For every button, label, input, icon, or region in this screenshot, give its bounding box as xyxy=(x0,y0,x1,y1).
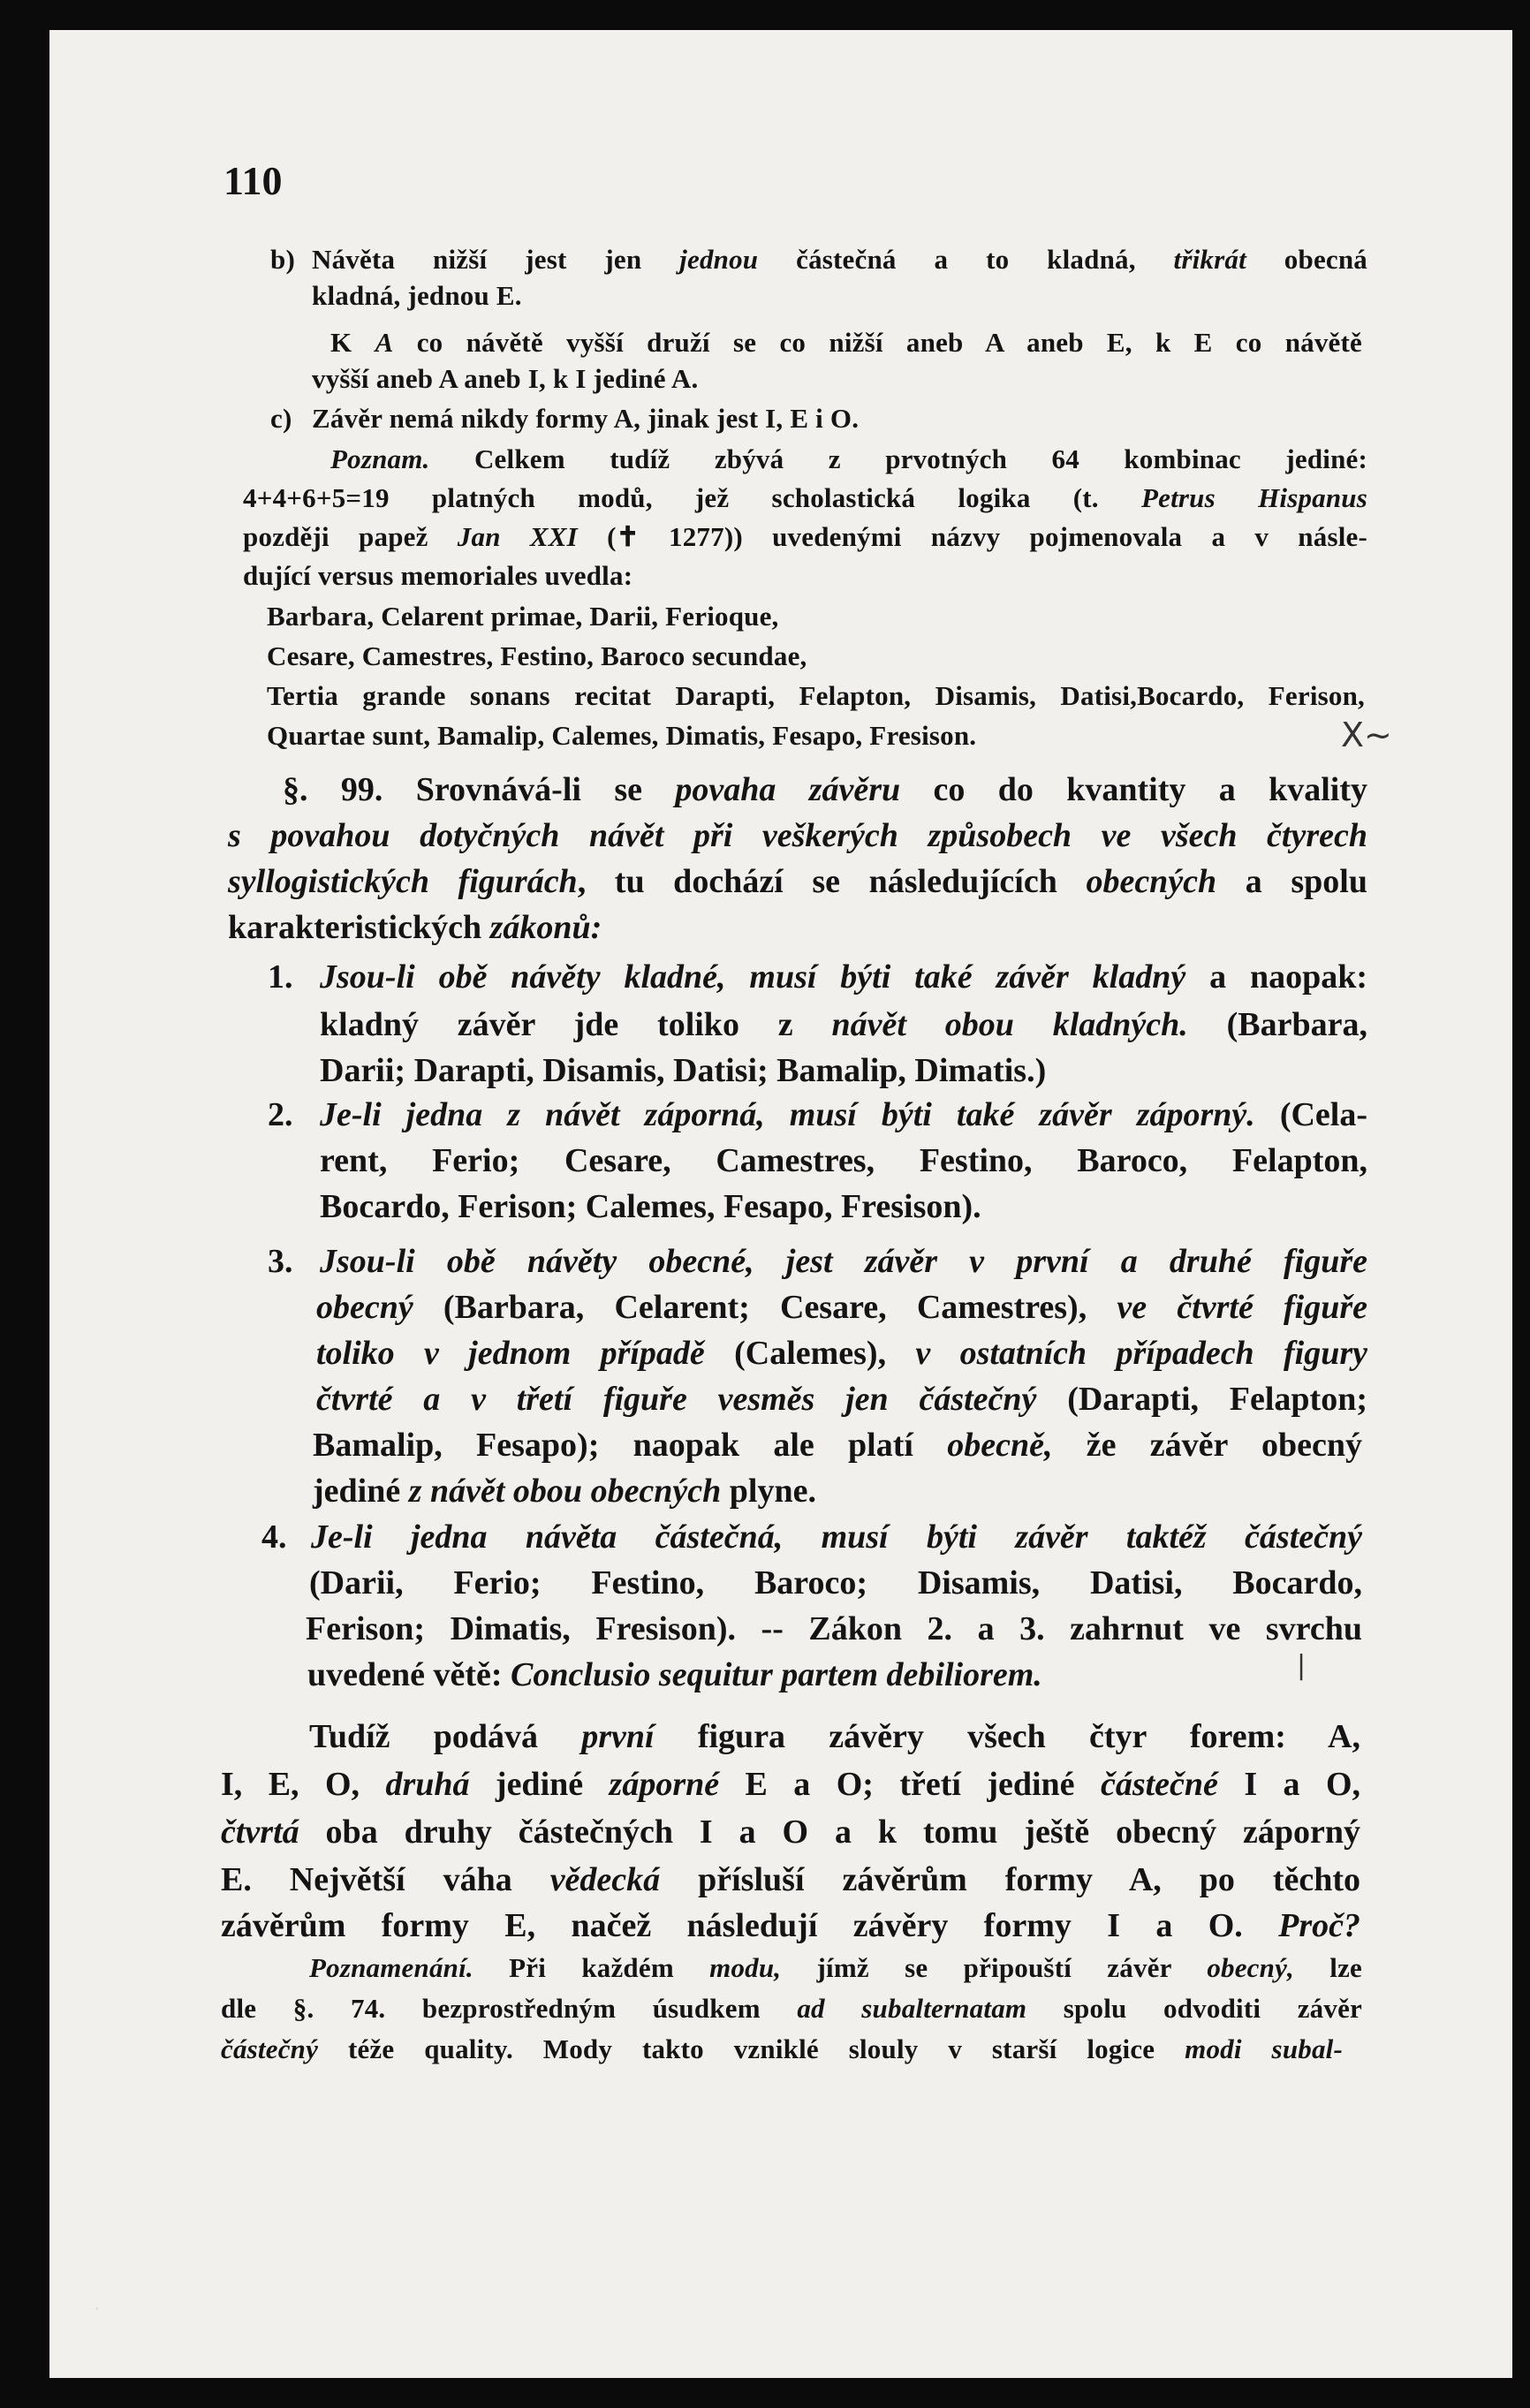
summary-line-5: závěrům formy E, načež následují závěry formy I a O. Proč? xyxy=(221,1907,1360,1944)
rule-number: 3. xyxy=(268,1243,293,1280)
rule-4-line-4: uvedené větě: Conclusio sequitur partem debiliorem. xyxy=(307,1656,1042,1693)
final-note-line-3: částečný téže quality. Mody takto vzniklé slouly v starší logice modi subal- xyxy=(221,2033,1344,2064)
section-99-line-1: §. 99. Srovnává-li se povaha závěru co do kvantity a kvality xyxy=(283,771,1368,808)
margin-pencil-mark: X~ xyxy=(1341,716,1392,754)
rule-3-line-1: Jsou-li obě návěty obecné, jest závěr v první a druhé figuře xyxy=(320,1243,1367,1280)
rule-4-line-2: (Darii, Ferio; Festino, Baroco; Disamis, Datisi, Bocardo, xyxy=(309,1564,1362,1602)
verse-line: Cesare, Camestres, Festino, Baroco secundae, xyxy=(267,640,807,671)
margin-pencil-tick: | xyxy=(1297,1650,1307,1681)
rule-3-line-6: jediné z návět obou obecných plyne. xyxy=(313,1473,816,1510)
summary-line-2: I, E, O, druhá jediné záporné E a O; třetí jediné částečné I a O, xyxy=(221,1766,1360,1803)
final-note-line-2: dle §. 74. bezprostředným úsudkem ad subalternatam spolu odvoditi závěr xyxy=(221,1993,1363,2024)
final-note-line-1: Poznamenání. Při každém modu, jímž se připouští závěr obecný, lze xyxy=(309,1952,1362,1983)
page-number: 110 xyxy=(223,158,283,203)
section-b-label: b) xyxy=(270,244,295,275)
rule-4-line-1: Je-li jedna návěta částečná, musí býti závěr taktéž částečný xyxy=(311,1518,1362,1556)
section-99-line-3: syllogistických figurách, tu dochází se následujících obecných a spolu xyxy=(228,863,1367,900)
rule-3-line-2: obecný (Barbara, Celarent; Cesare, Camestres), ve čtvrté figuře xyxy=(316,1289,1368,1326)
rule-number: 2. xyxy=(268,1096,293,1133)
summary-line-1: Tudíž podává první figura závěry všech čtyr forem: A, xyxy=(309,1718,1360,1755)
rule-2-line-1: Je-li jedna z návět záporná, musí býti také závěr záporný. (Cela- xyxy=(320,1096,1367,1133)
section-b-line-3: K A co návětě vyšší druží se co nižší aneb A aneb E, k E co návětě xyxy=(330,327,1362,358)
scan-speck: · xyxy=(94,2297,101,2321)
section-c-label: c) xyxy=(270,403,292,434)
verse-line: Tertia grande sonans recitat Darapti, Felapton, Disamis, Datisi,Bocardo, Ferison, xyxy=(267,680,1365,711)
rule-1-line-3: Darii; Darapti, Disamis, Datisi; Bamalip, Dimatis.) xyxy=(320,1052,1047,1089)
rule-4-line-3: Ferison; Dimatis, Fresison). -- Zákon 2. a 3. zahrnut ve svrchu xyxy=(306,1610,1362,1647)
note-line-3: později papež Jan XXI (✝ 1277)) uvedenými názvy pojmenovala a v násle- xyxy=(243,521,1368,552)
section-b-line-1: Návěta nižší jest jen jednou částečná a to kladná, třikrát obecná xyxy=(312,244,1368,275)
section-99-line-4: karakteristických zákonů: xyxy=(228,909,602,946)
rule-2-line-2: rent, Ferio; Cesare, Camestres, Festino, Baroco, Felapton, xyxy=(320,1142,1367,1179)
summary-line-3: čtvrtá oba druhy částečných I a O a k tomu ještě obecný záporný xyxy=(221,1814,1360,1851)
rule-1-line-1: Jsou-li obě návěty kladné, musí býti také závěr kladný a naopak: xyxy=(320,958,1368,996)
verse-line: Quartae sunt, Bamalip, Calemes, Dimatis, Fesapo, Fresison. xyxy=(267,720,977,751)
summary-line-4: E. Největší váha vědecká přísluší závěrům formy A, po těchto xyxy=(221,1861,1360,1898)
verse-line: Barbara, Celarent primae, Darii, Ferioque, xyxy=(267,601,779,632)
rule-3-line-5: Bamalip, Fesapo); naopak ale platí obecně, že závěr obecný xyxy=(313,1427,1362,1464)
section-b-line-2: kladná, jednou E. xyxy=(312,280,522,311)
rule-3-line-3: toliko v jednom případě (Calemes), v ostatních případech figury xyxy=(316,1335,1367,1372)
note-line-4: dující versus memoriales uvedla: xyxy=(243,560,633,591)
rule-3-line-4: čtvrté a v třetí figuře vesměs jen částečný (Darapti, Felapton; xyxy=(316,1381,1367,1418)
section-99-line-2: s povahou dotyčných návět při veškerých způsobech ve všech čtyrech xyxy=(228,817,1367,854)
note-line-1: Poznam. Celkem tudíž zbývá z prvotných 64 kombinac jediné: xyxy=(330,443,1367,474)
rule-2-line-3: Bocardo, Ferison; Calemes, Fesapo, Fresison). xyxy=(320,1188,981,1225)
rule-number: 4. xyxy=(261,1518,287,1556)
note-line-2: 4+4+6+5=19 platných modů, jež scholastická logika (t. Petrus Hispanus xyxy=(243,482,1368,513)
section-b-line-4: vyšší aneb A aneb I, k I jediné A. xyxy=(312,363,699,394)
section-c-text: Závěr nemá nikdy formy A, jinak jest I, E i O. xyxy=(312,403,860,434)
rule-1-line-2: kladný závěr jde toliko z návět obou kladných. (Barbara, xyxy=(320,1006,1367,1043)
rule-number: 1. xyxy=(268,958,293,996)
